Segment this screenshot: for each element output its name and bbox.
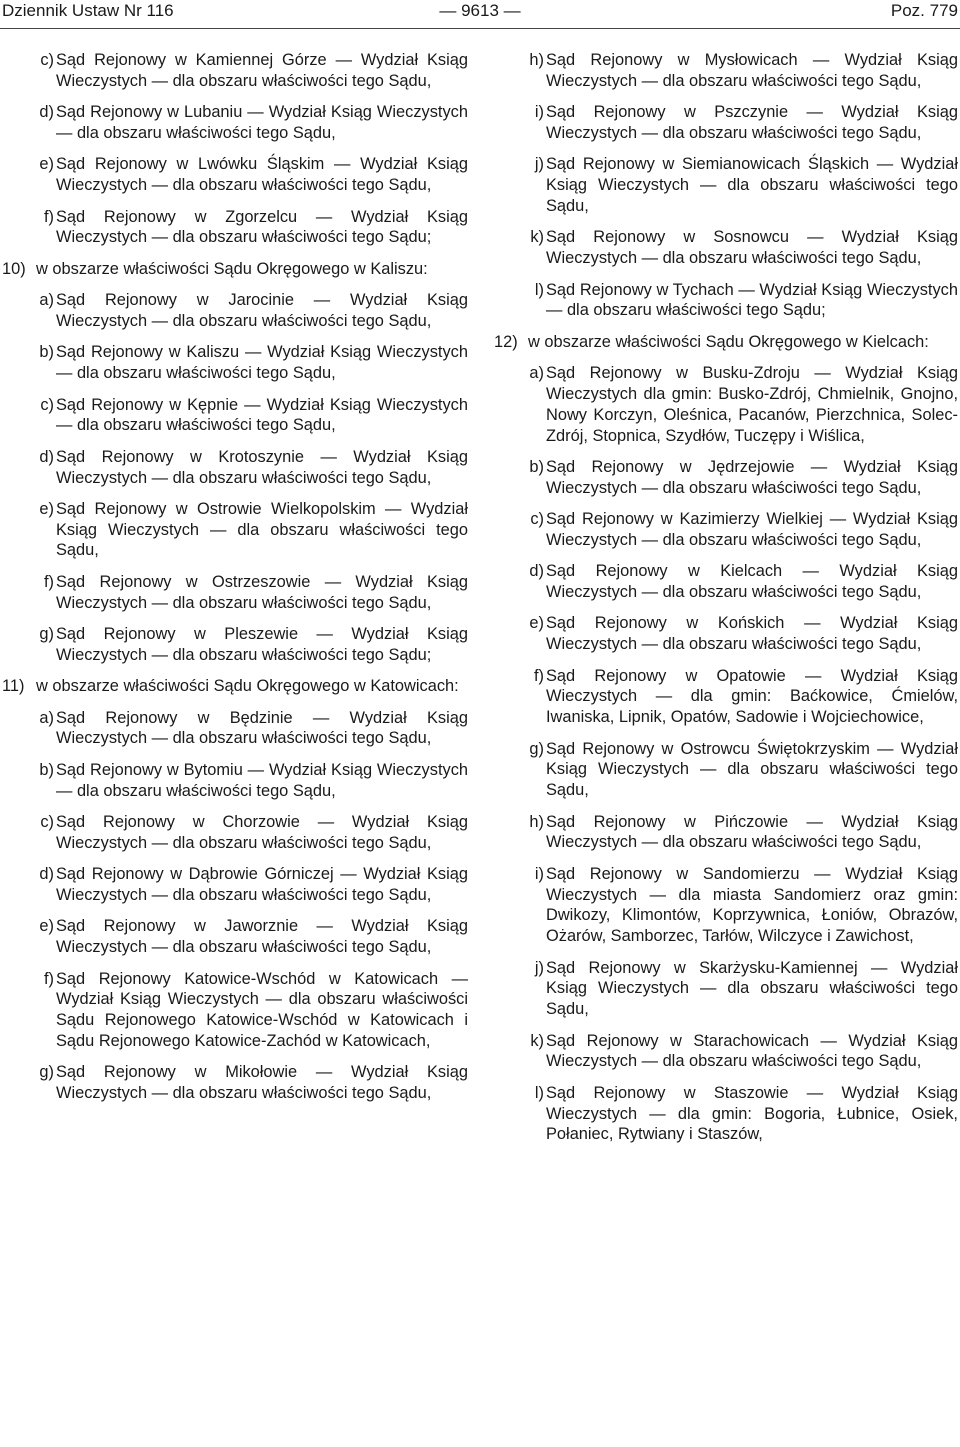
- item-text: Sąd Rejonowy w Kamiennej Górze — Wydział Ksiąg Wieczystych — dla obszaru właściwości tego Sądu,: [56, 51, 468, 90]
- list-item: [2, 395, 468, 437]
- item-text: w obszarze właściwości Sądu Okręgowego w Katowicach:: [36, 677, 459, 696]
- item-marker: a): [529, 364, 544, 383]
- list-item: [494, 509, 958, 551]
- item-marker: e): [39, 499, 54, 518]
- list-item: [2, 499, 468, 561]
- item-text: Sąd Rejonowy w Kaliszu — Wydział Ksiąg Wieczystych — dla obszaru właściwości tego Sądu,: [56, 343, 468, 383]
- item-text: Sąd Rejonowy w Będzinie — Wydział Ksiąg Wieczystych — dla obszaru właściwości tego Sądu,: [56, 708, 468, 748]
- item-marker: 12): [494, 332, 518, 351]
- item-text: Sąd Rejonowy w Pińczowie — Wydział Ksiąg Wieczystych — dla obszaru właściwości tego Sądu,: [546, 812, 958, 852]
- item-text: Sąd Rejonowy w Staszowie — Wydział Ksiąg Wieczystych — dla gmin: Bogoria, Łubnice, Osiek, Połaniec, Rytwiany i Staszów,: [546, 1083, 958, 1144]
- item-text: Sąd Rejonowy w Ostrowcu Świętokrzyskim — Wydział Ksiąg Wieczystych — dla obszaru właściwości tego Sądu,: [546, 739, 958, 800]
- list-item: [494, 280, 958, 322]
- item-text: Sąd Rejonowy w Pleszewie — Wydział Ksiąg Wieczystych — dla obszaru właściwości tego Sądu;: [56, 625, 468, 664]
- item-marker: c): [40, 395, 54, 414]
- page-number: — 9613 —: [439, 1, 521, 20]
- item-text: Sąd Rejonowy w Tychach — Wydział Ksiąg Wieczystych — dla obszaru właściwości tego Sądu;: [546, 280, 958, 320]
- list-item: [2, 154, 468, 196]
- item-text: Sąd Rejonowy w Końskich — Wydział Ksiąg Wieczystych — dla obszaru właściwości tego Sądu,: [546, 614, 958, 654]
- item-marker: b): [39, 760, 54, 779]
- item-text: Sąd Rejonowy w Jarocinie — Wydział Ksiąg Wieczystych — dla obszaru właściwości tego Sądu,: [56, 291, 468, 330]
- item-text: Sąd Rejonowy w Jędrzejowie — Wydział Ksiąg Wieczystych — dla obszaru właściwości tego Sądu,: [546, 457, 958, 497]
- section-item: [2, 259, 468, 280]
- item-text: Sąd Rejonowy w Lubaniu — Wydział Ksiąg Wieczystych — dla obszaru właściwości tego Sądu,: [56, 103, 468, 142]
- journal-title: Dziennik Ustaw Nr 116: [2, 1, 174, 20]
- list-item: [2, 447, 468, 489]
- list-item: [2, 102, 468, 144]
- item-marker: d): [39, 865, 54, 884]
- item-text: Sąd Rejonowy w Dąbrowie Górniczej — Wydział Ksiąg Wieczystych — dla obszaru właściwości tego Sądu,: [56, 865, 468, 904]
- item-marker: l): [534, 1083, 544, 1102]
- item-text: Sąd Rejonowy w Zgorzelcu — Wydział Ksiąg Wieczystych — dla obszaru właściwości tego Sądu;: [56, 207, 468, 247]
- right-column: [494, 50, 958, 1156]
- item-marker: b): [39, 343, 54, 362]
- list-item: [494, 102, 958, 144]
- item-marker: j): [534, 155, 544, 174]
- list-item: [2, 708, 468, 750]
- item-marker: k): [530, 1031, 544, 1050]
- list-item: [2, 290, 468, 332]
- item-marker: a): [39, 708, 54, 727]
- list-item: [494, 227, 958, 269]
- item-marker: e): [529, 614, 544, 633]
- list-item: [2, 624, 468, 666]
- item-text: Sąd Rejonowy w Krotoszynie — Wydział Ksiąg Wieczystych — dla obszaru właściwości tego Sądu,: [56, 447, 468, 487]
- list-item: [2, 812, 468, 854]
- item-marker: h): [529, 51, 544, 69]
- item-text: w obszarze właściwości Sądu Okręgowego w Kielcach:: [528, 332, 929, 351]
- list-item: [494, 154, 958, 216]
- item-text: Sąd Rejonowy w Ostrzeszowie — Wydział Ksiąg Wieczystych — dla obszaru właściwości tego Sądu,: [56, 572, 468, 612]
- item-marker: c): [40, 51, 54, 69]
- header-divider: [0, 28, 960, 29]
- item-text: Sąd Rejonowy w Sandomierzu — Wydział Ksiąg Wieczystych — dla miasta Sandomierz oraz gmin: Dwikozy, Klimontów, Koprzywnica, Łoniów, Obrazów, Ożarów, Samborzec, Tarłów, Wilczyce i Zawichost,: [546, 864, 958, 946]
- item-marker: k): [530, 228, 544, 247]
- item-marker: a): [39, 291, 54, 310]
- item-marker: d): [39, 103, 54, 122]
- list-item: [2, 760, 468, 802]
- section-item: [2, 676, 468, 697]
- item-text: Sąd Rejonowy w Pszczynie — Wydział Ksiąg Wieczystych — dla obszaru właściwości tego Sądu,: [546, 103, 958, 142]
- list-item: [494, 739, 958, 801]
- page-header: [0, 0, 960, 24]
- list-item: [494, 561, 958, 603]
- item-text: Sąd Rejonowy w Lwówku Śląskim — Wydział Ksiąg Wieczystych — dla obszaru właściwości tego Sądu,: [56, 155, 468, 195]
- item-marker: c): [530, 510, 544, 529]
- item-text: Sąd Rejonowy Katowice-Wschód w Katowicach — Wydział Ksiąg Wieczystych — dla obszaru właściwości Sądu Rejonowego Katowice-Wschód w Katowicach i Sądu Rejonowego Katowice-Zachód w Katowicach,: [56, 969, 468, 1050]
- item-marker: j): [534, 958, 544, 977]
- item-marker: 11): [2, 677, 25, 696]
- item-marker: i): [534, 103, 544, 122]
- item-text: Sąd Rejonowy w Kazimierzy Wielkiej — Wydział Ksiąg Wieczystych — dla obszaru właściwości tego Sądu,: [546, 510, 958, 549]
- item-marker: f): [43, 572, 54, 591]
- item-marker: d): [39, 447, 54, 466]
- item-marker: f): [43, 207, 54, 226]
- item-marker: g): [39, 1063, 54, 1082]
- item-text: Sąd Rejonowy w Starachowicach — Wydział Ksiąg Wieczystych — dla obszaru właściwości tego Sądu,: [546, 1031, 958, 1071]
- item-text: Sąd Rejonowy w Opatowie — Wydział Ksiąg Wieczystych — dla gmin: Baćkowice, Ćmielów, Iwaniska, Lipnik, Opatów, Sadowie i Wojciechowice,: [546, 666, 958, 727]
- item-marker: 10): [2, 259, 26, 278]
- item-text: w obszarze właściwości Sądu Okręgowego w Kaliszu:: [36, 259, 428, 278]
- list-item: [494, 363, 958, 446]
- item-marker: i): [534, 864, 544, 883]
- item-text: Sąd Rejonowy w Mikołowie — Wydział Ksiąg Wieczystych — dla obszaru właściwości tego Sądu,: [56, 1063, 468, 1103]
- item-marker: d): [529, 562, 544, 581]
- list-item: [494, 812, 958, 854]
- item-text: Sąd Rejonowy w Siemianowicach Śląskich — Wydział Ksiąg Wieczystych — dla obszaru właściwości tego Sądu,: [546, 155, 958, 215]
- list-item: [2, 50, 468, 92]
- item-marker: e): [39, 917, 54, 936]
- item-text: Sąd Rejonowy w Mysłowicach — Wydział Ksiąg Wieczystych — dla obszaru właściwości tego Sądu,: [546, 51, 958, 90]
- list-item: [494, 1031, 958, 1073]
- list-item: [2, 572, 468, 614]
- left-column: [2, 50, 468, 1115]
- list-item: [494, 613, 958, 655]
- item-text: Sąd Rejonowy w Jaworznie — Wydział Ksiąg Wieczystych — dla obszaru właściwości tego Sądu,: [56, 917, 468, 957]
- item-text: Sąd Rejonowy w Kielcach — Wydział Ksiąg Wieczystych — dla obszaru właściwości tego Sądu,: [546, 562, 958, 602]
- item-text: Sąd Rejonowy w Busku-Zdroju — Wydział Ksiąg Wieczystych dla gmin: Busko-Zdrój, Chmielnik, Gnojno, Nowy Korczyn, Oleśnica, Pacanów, Pierzchnica, Solec-Zdrój, Stopnica, Szydłów, Tuczępy i Wiślica,: [546, 364, 958, 445]
- item-marker: g): [529, 739, 544, 758]
- list-item: [494, 1083, 958, 1145]
- item-text: Sąd Rejonowy w Sosnowcu — Wydział Ksiąg Wieczystych — dla obszaru właściwości tego Sądu,: [546, 228, 958, 268]
- item-marker: e): [39, 155, 54, 174]
- item-marker: l): [534, 280, 544, 299]
- list-item: [2, 916, 468, 958]
- item-marker: b): [529, 457, 544, 476]
- list-item: [2, 342, 468, 384]
- item-text: Sąd Rejonowy w Chorzowie — Wydział Ksiąg Wieczystych — dla obszaru właściwości tego Sądu,: [56, 813, 468, 852]
- list-item: [494, 666, 958, 728]
- item-text: Sąd Rejonowy w Skarżysku-Kamiennej — Wydział Ksiąg Wieczystych — dla obszaru właściwości tego Sądu,: [546, 958, 958, 1019]
- list-item: [2, 969, 468, 1052]
- list-item: [494, 50, 958, 92]
- item-marker: h): [529, 812, 544, 831]
- list-item: [2, 207, 468, 249]
- item-marker: f): [533, 666, 544, 685]
- list-item: [2, 1062, 468, 1104]
- list-item: [494, 958, 958, 1020]
- item-text: Sąd Rejonowy w Bytomiu — Wydział Ksiąg Wieczystych — dla obszaru właściwości tego Sądu,: [56, 760, 468, 800]
- section-item: [494, 332, 958, 353]
- list-item: [494, 457, 958, 499]
- item-marker: f): [43, 969, 54, 988]
- item-text: Sąd Rejonowy w Ostrowie Wielkopolskim — Wydział Ksiąg Wieczystych — dla obszaru właściwości tego Sądu,: [56, 499, 468, 560]
- position-number: Poz. 779: [890, 1, 958, 20]
- list-item: [2, 864, 468, 906]
- item-marker: c): [40, 813, 54, 832]
- item-marker: g): [39, 625, 54, 644]
- list-item: [494, 864, 958, 947]
- item-text: Sąd Rejonowy w Kępnie — Wydział Ksiąg Wieczystych — dla obszaru właściwości tego Sądu,: [56, 395, 468, 435]
